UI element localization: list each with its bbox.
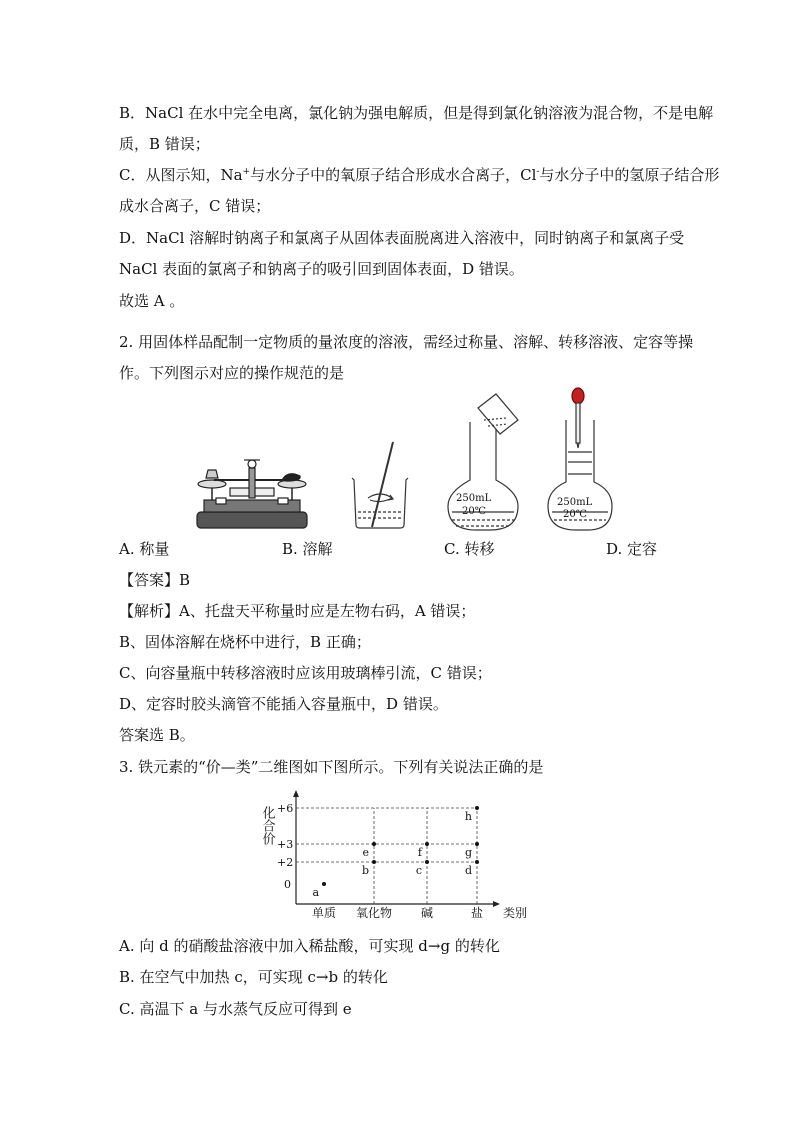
chart-y-tick-label: +6 [277,802,294,815]
question-3-option-c: C. 高温下 a 与水蒸气反应可得到 e [119,1000,352,1018]
chart-point-d [475,860,479,864]
chart-y-tick-label: +3 [277,838,294,851]
question-2-stem-line1: 2. 用固体样品配制一定物质的量浓度的溶液，需经过称量、溶解、转移溶液、定容等操 [119,333,694,351]
chart-point-label-g: g [464,846,472,859]
question-3-option-b: B. 在空气中加热 c，可实现 c→b 的转化 [119,968,388,986]
chart-y-axis-label: 化合价 [259,806,275,845]
chart-x-tick-label: 盐 [470,906,484,920]
answer-option-c-line1: C．从图示知，Na+与水分子中的氧原子结合形成水合离子，Cl-与水分子中的氢原子结合形 [119,166,720,184]
chart-point-label-h: h [464,810,472,823]
chart-point-label-b: b [361,864,369,877]
question-2-analysis-line4: D、定容时胶头滴管不能插入容量瓶中，D 错误。 [119,695,448,713]
chart-point-label-c: c [415,864,422,877]
question-2-analysis-line1: 【解析】A、托盘天平称量时应是左物右码，A 错误； [119,602,476,620]
chart-point-label-a: a [312,886,319,899]
flask-c-temp-label: 20℃ [462,506,486,517]
question-3-stem: 3. 铁元素的“价—类”二维图如下图所示。下列有关说法正确的是 [119,758,544,776]
answer-option-b-line2: 质，B 错误； [119,135,210,153]
question-2-conclusion: 答案选 B。 [119,726,195,744]
chart-x-tick-label: 氧化物 [355,906,393,920]
chart-y-tick-label: 0 [284,878,291,891]
question-2-option-a: A. 称量 [119,540,170,558]
question-2-analysis-line2: B、固体溶解在烧杯中进行，B 正确； [119,633,371,651]
chart-point-label-d: d [464,864,472,877]
answer-option-c-line2: 成水合离子，C 错误； [119,197,271,215]
question-2-option-d: D. 定容 [606,540,658,558]
chart-point-g [475,842,479,846]
question-2-stem-line2: 作。下列图示对应的操作规范的是 [119,364,345,382]
chart-point-label-e: e [362,846,369,859]
chart-y-tick-label: +2 [277,856,294,869]
flask-d-volume-label: 250mL [557,497,593,508]
answer-conclusion: 故选 A 。 [119,292,185,310]
answer-option-b-line1: B．NaCl 在水中完全电离，氯化钠为强电解质，但是得到氯化钠溶液为混合物，不是电解 [119,104,714,122]
question-3-option-a: A. 向 d 的硝酸盐溶液中加入稀盐酸，可实现 d→g 的转化 [119,937,500,955]
chart-point-e [372,842,376,846]
answer-option-d-line2: NaCl 表面的氯离子和钠离子的吸引回到固体表面，D 错误。 [119,260,524,278]
question-2-option-b: B. 溶解 [282,540,333,558]
chart-x-tick-label: 单质 [311,906,337,920]
chart-point-c [425,860,429,864]
question-2-answer: 【答案】B [119,571,191,589]
chart-point-label-f: f [417,846,422,859]
chart-x-axis-label: 类别 [503,906,528,920]
chart-x-tick-label: 碱 [420,906,434,920]
chart-point-h [475,806,479,810]
chart-point-a [322,882,326,886]
chart-point-b [372,860,376,864]
question-2-analysis-line3: C、向容量瓶中转移溶液时应该用玻璃棒引流，C 错误； [119,664,492,682]
flask-c-volume-label: 250mL [456,493,492,504]
answer-option-d-line1: D．NaCl 溶解时钠离子和氯离子从固体表面脱离进入溶液中，同时钠离子和氯离子受 [119,229,685,247]
flask-d-temp-label: 20℃ [563,509,587,520]
chart-point-f [425,842,429,846]
question-2-option-c: C. 转移 [444,540,495,558]
